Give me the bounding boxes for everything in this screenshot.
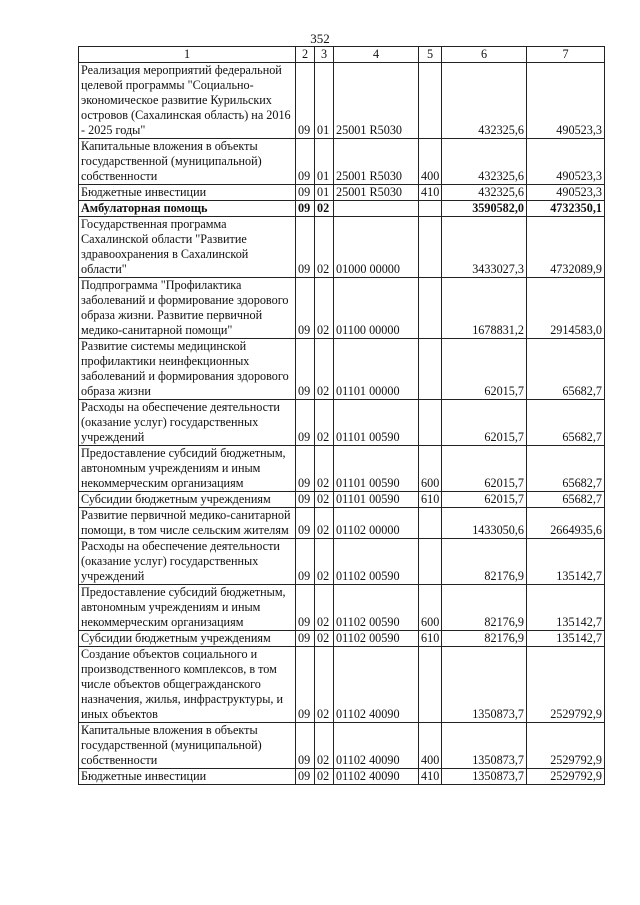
row-subsection-cell: 02: [315, 769, 334, 785]
row-subsection-cell: 02: [315, 723, 334, 769]
row-name-cell: Государственная программа Сахалинской области "Развитие здравоохранения в Сахалинской области": [79, 217, 296, 278]
row-subsection-cell: 01: [315, 139, 334, 185]
table-row: [79, 185, 605, 201]
row-expense-type-cell: 400: [419, 139, 442, 185]
table-row: [79, 631, 605, 647]
row-subsection-cell: 02: [315, 278, 334, 339]
row-expense-type-cell: 410: [419, 769, 442, 785]
row-target-code-cell: 01102 00000: [334, 508, 419, 539]
row-section-cell: 09: [296, 492, 315, 508]
row-subsection-cell: 02: [315, 492, 334, 508]
table-row: [79, 201, 605, 217]
row-expense-type-cell: [419, 278, 442, 339]
row-amount-year1-cell: 1433050,6: [442, 508, 527, 539]
row-amount-year2-cell: 4732089,9: [527, 217, 605, 278]
row-section-cell: 09: [296, 723, 315, 769]
row-target-code-cell: 25001 R5030: [334, 63, 419, 139]
row-subsection-cell: 02: [315, 647, 334, 723]
row-name-cell: Капитальные вложения в объекты государственной (муниципальной) собственности: [79, 723, 296, 769]
row-expense-type-cell: [419, 63, 442, 139]
row-expense-type-cell: [419, 339, 442, 400]
row-amount-year2-cell: 65682,7: [527, 339, 605, 400]
row-amount-year2-cell: 2664935,6: [527, 508, 605, 539]
row-name-cell: Предоставление субсидий бюджетным, автономным учреждениям и иным некоммерческим организациям: [79, 585, 296, 631]
table-row: [79, 278, 605, 339]
row-expense-type-cell: [419, 539, 442, 585]
row-amount-year1-cell: 1350873,7: [442, 647, 527, 723]
row-name-cell: Развитие системы медицинской профилактики неинфекционных заболеваний и формирования здорового образа жизни: [79, 339, 296, 400]
row-target-code-cell: 01101 00000: [334, 339, 419, 400]
row-expense-type-cell: [419, 400, 442, 446]
row-amount-year2-cell: 135142,7: [527, 585, 605, 631]
row-expense-type-cell: 610: [419, 492, 442, 508]
row-section-cell: 09: [296, 201, 315, 217]
row-expense-type-cell: 600: [419, 446, 442, 492]
header-col-2: 2: [296, 47, 315, 63]
table-row: [79, 508, 605, 539]
row-name-cell: Реализация мероприятий федеральной целевой программы "Социально-экономическое развитие Курильских островов (Сахалинская область) на 2016 - 2025 годы": [79, 63, 296, 139]
row-amount-year1-cell: 62015,7: [442, 492, 527, 508]
header-col-7: 7: [527, 47, 605, 63]
row-name-cell: Субсидии бюджетным учреждениям: [79, 631, 296, 647]
row-amount-year1-cell: 1678831,2: [442, 278, 527, 339]
row-name-cell: Развитие первичной медико-санитарной помощи, в том числе сельским жителям: [79, 508, 296, 539]
row-subsection-cell: 02: [315, 201, 334, 217]
row-subsection-cell: 02: [315, 339, 334, 400]
budget-table: [78, 46, 605, 785]
row-target-code-cell: 25001 R5030: [334, 139, 419, 185]
row-subsection-cell: 02: [315, 539, 334, 585]
row-subsection-cell: 02: [315, 585, 334, 631]
table-row: [79, 723, 605, 769]
row-amount-year1-cell: 3590582,0: [442, 201, 527, 217]
row-target-code-cell: 01102 40090: [334, 647, 419, 723]
row-amount-year2-cell: 2529792,9: [527, 647, 605, 723]
row-name-cell: Создание объектов социального и производственного комплексов, в том числе объектов общегражданского назначения, жилья, инфраструктуры, и иных объектов: [79, 647, 296, 723]
row-amount-year2-cell: 65682,7: [527, 400, 605, 446]
table-row: [79, 585, 605, 631]
header-col-4: 4: [334, 47, 419, 63]
row-name-cell: Расходы на обеспечение деятельности (оказание услуг) государственных учреждений: [79, 400, 296, 446]
row-amount-year2-cell: 4732350,1: [527, 201, 605, 217]
row-amount-year1-cell: 432325,6: [442, 63, 527, 139]
row-expense-type-cell: [419, 217, 442, 278]
row-amount-year2-cell: 2529792,9: [527, 769, 605, 785]
row-expense-type-cell: 610: [419, 631, 442, 647]
row-target-code-cell: [334, 201, 419, 217]
row-section-cell: 09: [296, 446, 315, 492]
table-row: [79, 647, 605, 723]
row-target-code-cell: 01101 00590: [334, 400, 419, 446]
row-name-cell: Бюджетные инвестиции: [79, 769, 296, 785]
row-subsection-cell: 02: [315, 446, 334, 492]
row-target-code-cell: 01000 00000: [334, 217, 419, 278]
table-row: [79, 446, 605, 492]
row-expense-type-cell: 400: [419, 723, 442, 769]
table-row: [79, 492, 605, 508]
row-amount-year1-cell: 432325,6: [442, 139, 527, 185]
row-amount-year1-cell: 1350873,7: [442, 769, 527, 785]
row-amount-year1-cell: 1350873,7: [442, 723, 527, 769]
row-target-code-cell: 01100 00000: [334, 278, 419, 339]
row-subsection-cell: 02: [315, 631, 334, 647]
row-expense-type-cell: [419, 201, 442, 217]
row-section-cell: 09: [296, 278, 315, 339]
row-name-cell: Субсидии бюджетным учреждениям: [79, 492, 296, 508]
row-target-code-cell: 01102 00590: [334, 585, 419, 631]
row-target-code-cell: 01102 40090: [334, 723, 419, 769]
row-subsection-cell: 02: [315, 400, 334, 446]
row-amount-year1-cell: 3433027,3: [442, 217, 527, 278]
row-section-cell: 09: [296, 508, 315, 539]
row-subsection-cell: 01: [315, 185, 334, 201]
row-amount-year1-cell: 432325,6: [442, 185, 527, 201]
row-section-cell: 09: [296, 769, 315, 785]
row-subsection-cell: 02: [315, 508, 334, 539]
row-subsection-cell: 01: [315, 63, 334, 139]
row-amount-year2-cell: 135142,7: [527, 539, 605, 585]
row-target-code-cell: 01101 00590: [334, 492, 419, 508]
row-section-cell: 09: [296, 400, 315, 446]
table-row: [79, 339, 605, 400]
row-target-code-cell: 01102 00590: [334, 539, 419, 585]
header-row: [79, 47, 605, 63]
row-target-code-cell: 25001 R5030: [334, 185, 419, 201]
header-col-5: 5: [419, 47, 442, 63]
header-col-3: 3: [315, 47, 334, 63]
row-subsection-cell: 02: [315, 217, 334, 278]
row-amount-year1-cell: 62015,7: [442, 339, 527, 400]
row-amount-year2-cell: 2529792,9: [527, 723, 605, 769]
row-amount-year2-cell: 490523,3: [527, 185, 605, 201]
row-target-code-cell: 01102 40090: [334, 769, 419, 785]
row-expense-type-cell: [419, 508, 442, 539]
table-row: [79, 539, 605, 585]
row-section-cell: 09: [296, 185, 315, 201]
row-amount-year2-cell: 65682,7: [527, 446, 605, 492]
row-section-cell: 09: [296, 631, 315, 647]
row-amount-year2-cell: 2914583,0: [527, 278, 605, 339]
header-col-6: 6: [442, 47, 527, 63]
row-amount-year2-cell: 135142,7: [527, 631, 605, 647]
row-amount-year2-cell: 490523,3: [527, 139, 605, 185]
table-row: [79, 217, 605, 278]
row-section-cell: 09: [296, 539, 315, 585]
row-name-cell: Подпрограмма "Профилактика заболеваний и формирование здорового образа жизни. Развитие первичной медико-санитарной помощи": [79, 278, 296, 339]
row-expense-type-cell: 410: [419, 185, 442, 201]
row-target-code-cell: 01101 00590: [334, 446, 419, 492]
row-amount-year1-cell: 82176,9: [442, 585, 527, 631]
row-amount-year1-cell: 62015,7: [442, 446, 527, 492]
row-expense-type-cell: 600: [419, 585, 442, 631]
page-number: 352: [310, 31, 330, 46]
row-name-cell: Капитальные вложения в объекты государственной (муниципальной) собственности: [79, 139, 296, 185]
row-name-cell: Бюджетные инвестиции: [79, 185, 296, 201]
row-name-cell: Расходы на обеспечение деятельности (оказание услуг) государственных учреждений: [79, 539, 296, 585]
row-expense-type-cell: [419, 647, 442, 723]
row-section-cell: 09: [296, 139, 315, 185]
table-row: [79, 139, 605, 185]
row-section-cell: 09: [296, 585, 315, 631]
row-section-cell: 09: [296, 647, 315, 723]
table-row: [79, 63, 605, 139]
row-name-cell: Амбулаторная помощь: [79, 201, 296, 217]
row-amount-year2-cell: 490523,3: [527, 63, 605, 139]
row-section-cell: 09: [296, 217, 315, 278]
row-target-code-cell: 01102 00590: [334, 631, 419, 647]
header-col-1: 1: [79, 47, 296, 63]
row-name-cell: Предоставление субсидий бюджетным, автономным учреждениям и иным некоммерческим организациям: [79, 446, 296, 492]
row-section-cell: 09: [296, 339, 315, 400]
table-row: [79, 400, 605, 446]
row-amount-year1-cell: 62015,7: [442, 400, 527, 446]
row-amount-year2-cell: 65682,7: [527, 492, 605, 508]
row-amount-year1-cell: 82176,9: [442, 539, 527, 585]
row-amount-year1-cell: 82176,9: [442, 631, 527, 647]
row-section-cell: 09: [296, 63, 315, 139]
table-row: [79, 769, 605, 785]
